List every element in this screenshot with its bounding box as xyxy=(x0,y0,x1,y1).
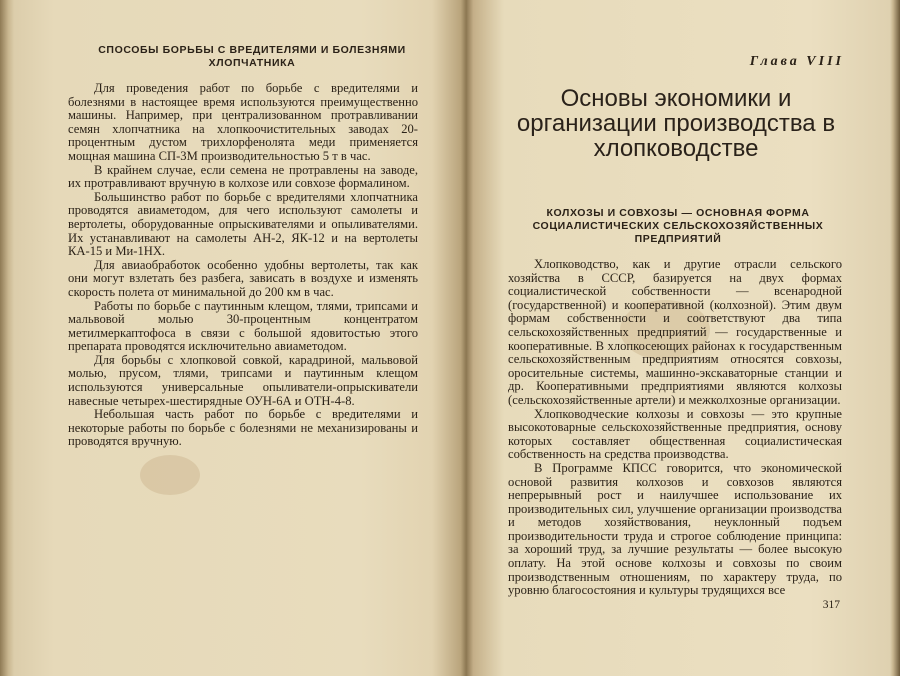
paragraph: Работы по борьбе с паутинным клещом, тлями, трипсами и мальвовой молью 30-процентным концентратом метилмеркаптофоса в связи с большой ядовитостью этого препарата проводятся исключительно авиаметодом. xyxy=(68,298,418,354)
paragraph: Для проведения работ по борьбе с вредителями и болезнями в настоящее время используются преимущественно машины. Например, при централизованном протравливании семян хлопчатника на хлопкоочистительных заводах 20-процентным дустом трихлорфенолята меди применяется мощная машина СП-3М производительностью 5 т в час. xyxy=(68,81,418,163)
right-page-edge xyxy=(890,0,900,676)
chapter-label: Глава VIII xyxy=(749,54,844,69)
body-text xyxy=(68,82,418,449)
chapter-title: Основы экономики и организации производства в хлопководстве xyxy=(516,85,836,162)
section-title: КОЛХОЗЫ И СОВХОЗЫ — ОСНОВНАЯ ФОРМА СОЦИАЛИСТИЧЕСКИХ СЕЛЬСКОХОЗЯЙСТВЕННЫХ ПРЕДПРИЯТИЙ xyxy=(532,207,824,245)
body-text xyxy=(508,258,842,598)
paragraph: Небольшая часть работ по борьбе с вредителями и некоторые работы по борьбе с болезнями не механизированы и проводятся вручную. xyxy=(68,407,418,449)
section-title: СПОСОБЫ БОРЬБЫ С ВРЕДИТЕЛЯМИ И БОЛЕЗНЯМИ ХЛОПЧАТНИКА xyxy=(98,44,406,69)
paragraph: В крайнем случае, если семена не протравлены на заводе, их протравливают вручную в колхозе или совхозе формалином. xyxy=(68,162,418,191)
paragraph: Хлопководческие колхозы и совхозы — это крупные высокотоварные сельскохозяйственные предприятия, основу которых составляет общественная социалистическая собственность на средства производства. xyxy=(508,406,842,462)
paragraph: Хлопководство, как и другие отрасли сельского хозяйства в СССР, базируется на двух формах социалистической собственности — всенародной (государственной) и кооперативной (колхозной). Этим двум формам собственности и соответствуют два типа сельскохозяйственных предприятий — государственные и кооперативные. В хлопкосеющих районах к государственным сельскохозяйственным предприятиям относятся совхозы, оросительные системы, машинно-экскаваторные станции и др. Кооперативными предприятиями являются колхозы (сельскохозяйственные артели) и межколхозные организации. xyxy=(508,257,842,407)
right-page xyxy=(508,0,844,676)
left-page xyxy=(62,0,442,676)
paragraph: Большинство работ по борьбе с вредителями хлопчатника проводятся авиаметодом, для чего используют самолеты и вертолеты, оборудованные опрыскивателями и опыливателями. Их устанавливают на самолеты АН-2, ЯК-12 и на вертолеты КА-15 и Ми-1НХ. xyxy=(68,189,418,259)
paragraph: Для борьбы с хлопковой совкой, карадриной, мальвовой молью, прусом, тлями, трипсами и паутинным клещом используются универсальные опыливатели-опрыскиватели навесные четырех-шестирядные ОУН-6А и ОТН-4-8. xyxy=(68,352,418,408)
page-number: 317 xyxy=(822,599,840,611)
paragraph: В Программе КПСС говорится, что экономической основой развития колхозов и совхозов являются непрерывный рост и наилучшее использование их производительных сил, улучшение организации производства и методов хозяйствования, неуклонный подъем производительности труда и строгое соблюдение принципа: за хороший труд, за лучшие результаты — более высокую оплату. На этой основе колхозы и совхозы по своим производственным отношениям, по характеру труда, по уровню благосостояния и культуры трудящихся все xyxy=(508,460,842,598)
left-page-edge xyxy=(0,0,14,676)
paragraph: Для авиаобработок особенно удобны вертолеты, так как они могут взлетать без разбега, зависать в воздухе и изменять скорость полета от минимальной до 200 км в час. xyxy=(68,257,418,299)
